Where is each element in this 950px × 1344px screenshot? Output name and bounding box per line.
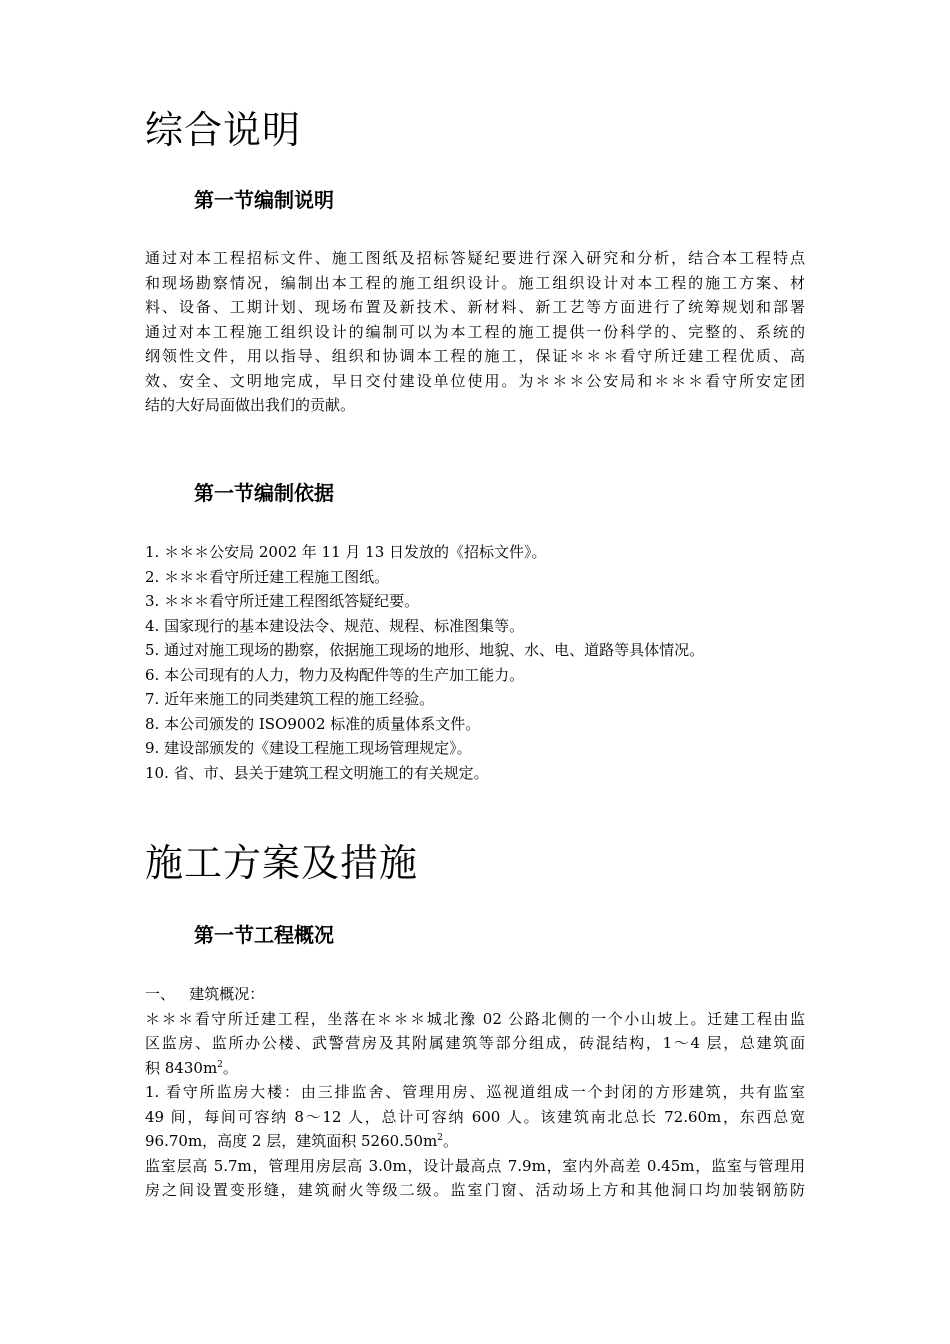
chapter-title: 综合说明 <box>145 108 302 152</box>
text-line: ＊＊＊看守所迁建工程，坐落在＊＊＊城北豫 02 公路北侧的一个小山坡上。迁建工程由监 <box>145 1009 805 1028</box>
text-run: 积 8430m <box>145 1058 218 1077</box>
list-item: 1. ＊＊＊公安局 2002 年 11 月 13 日发放的《招标文件》。 <box>145 543 547 561</box>
list-item: 6. 本公司现有的人力，物力及构配件等的生产加工能力。 <box>145 665 525 684</box>
text-line: 通过对本工程招标文件、施工图纸及招标答疑纪要进行深入研究和分析，结合本工程特点 <box>145 249 805 267</box>
chapter-title: 施工方案及措施 <box>145 841 419 885</box>
text-line: 监室层高 5.7m，管理用房层高 3.0m，设计最高点 7.9m，室内外高差 0.45m，监室与管理用 <box>145 1156 805 1175</box>
superscript: 2 <box>437 1133 444 1143</box>
section-heading: 第一节编制依据 <box>194 481 334 505</box>
text-line: 房之间设置变形缝，建筑耐火等级二级。监室门窗、活动场上方和其他洞口均加装钢筋防 <box>145 1181 805 1199</box>
list-item: 4. 国家现行的基本建设法令、规范、规程、标准图集等。 <box>145 616 525 635</box>
intro-paragraph <box>145 246 805 418</box>
section-heading: 第一节工程概况 <box>194 923 334 947</box>
superscript: 2 <box>217 1059 223 1070</box>
overview-paragraph <box>145 982 805 1203</box>
text-run: 。 <box>443 1132 459 1150</box>
text-line: 区监房、监所办公楼、武警营房及其附属建筑等部分组成，砖混结构，1～4 层，总建筑面 <box>145 1034 805 1052</box>
list-item: 7. 近年来施工的同类建筑工程的施工经验。 <box>145 690 435 708</box>
list-item: 3. ＊＊＊看守所迁建工程图纸答疑纪要。 <box>145 592 420 610</box>
list-item: 10. 省、市、县关于建筑工程文明施工的有关规定。 <box>145 763 489 782</box>
text-run: 。 <box>222 1058 238 1077</box>
basis-list <box>145 540 704 785</box>
text-line <box>145 1129 805 1154</box>
text-line: 料、设备、工期计划、现场布置及新技术、新材料、新工艺等方面进行了统筹规划和部署 <box>145 298 805 316</box>
list-item: 5. 通过对施工现场的勘察，依据施工现场的地形、地貌、水、电、道路等具体情况。 <box>145 641 705 659</box>
text-line: 通过对本工程施工组织设计的编制可以为本工程的施工提供一份科学的、完整的、系统的 <box>145 322 805 341</box>
item-label: 一、 建筑概况： <box>145 985 265 1003</box>
text-line: 49 间，每间可容纳 8～12 人，总计可容纳 600 人。该建筑南北总长 72.60m，东西总宽 <box>145 1107 805 1126</box>
section-heading: 第一节编制说明 <box>194 188 334 212</box>
text-run: 96.70m，高度 2 层，建筑面积 5260.50m <box>145 1132 438 1150</box>
list-item: 2. ＊＊＊看守所迁建工程施工图纸。 <box>145 567 390 586</box>
list-item: 9. 建设部颁发的《建设工程施工现场管理规定》。 <box>145 739 472 757</box>
text-line: 1. 看守所监房大楼：由三排监舍、管理用房、巡视道组成一个封闭的方形建筑，共有监室 <box>145 1083 805 1101</box>
list-item: 8. 本公司颁发的 ISO9002 标准的质量体系文件。 <box>145 714 481 733</box>
text-line <box>145 1056 805 1081</box>
text-line: 纲领性文件，用以指导、组织和协调本工程的施工，保证＊＊＊看守所迁建工程优质、高 <box>145 347 805 365</box>
text-line: 效、安全、文明地完成，早日交付建设单位使用。为＊＊＊公安局和＊＊＊看守所安定团 <box>145 371 805 390</box>
text-line: 结的大好局面做出我们的贡献。 <box>145 396 356 414</box>
text-line: 和现场勘察情况，编制出本工程的施工组织设计。施工组织设计对本工程的施工方案、材 <box>145 273 805 292</box>
